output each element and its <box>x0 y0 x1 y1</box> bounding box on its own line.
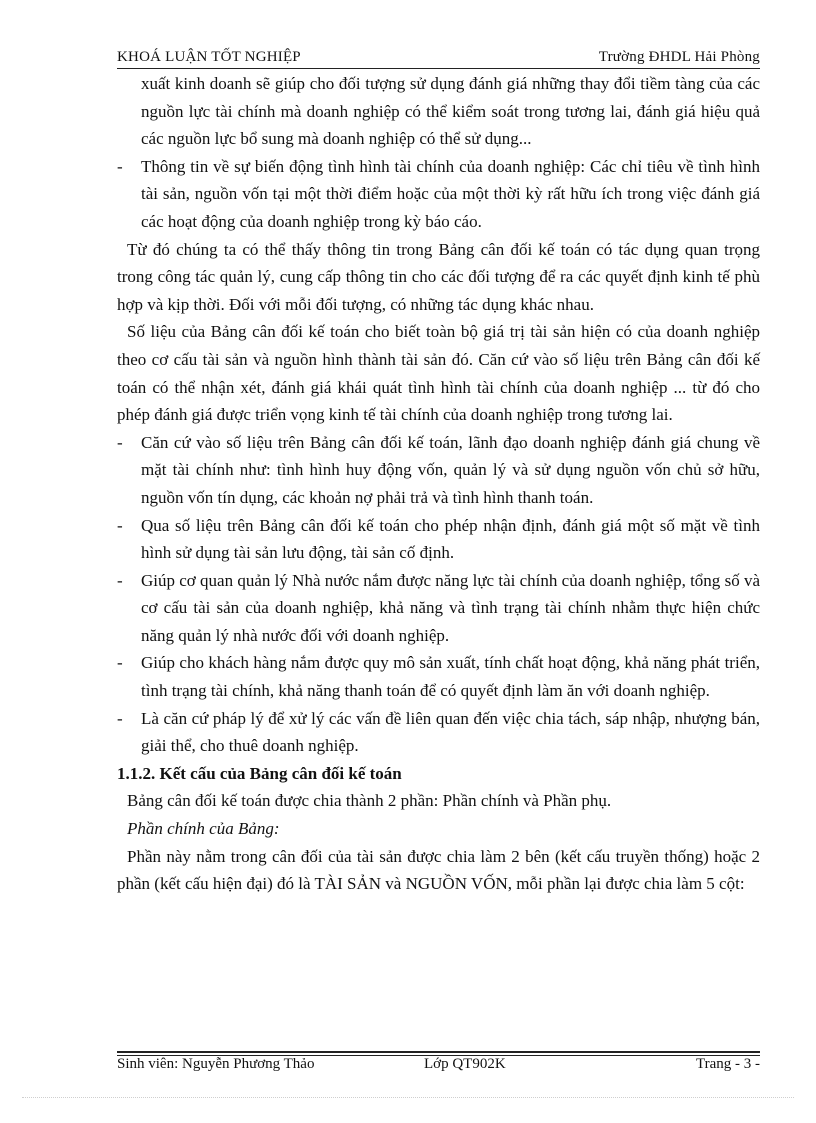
italic-subheading: Phần chính của Bảng: <box>127 819 280 839</box>
page-bottom-dotted-line <box>22 1097 794 1098</box>
section-heading: 1.1.2. Kết cấu của Bảng cân đối kế toán <box>117 763 402 783</box>
bullet-text: Là căn cứ pháp lý để xử lý các vấn đề liên quan đến việc chia tách, sáp nhập, nhượng bán, giải thể, cho thuê doanh nghiệp. <box>141 708 760 756</box>
bullet-text: Giúp cơ quan quản lý Nhà nước nắm được năng lực tài chính của doanh nghiệp, tổng số và cơ cấu tài sản của doanh nghiệp, khả năng và tình trạng tài chính nhằm thực hiện chức năng quản lý nhà nước đối với doanh nghiệp. <box>141 570 760 645</box>
bullet-item <box>117 153 760 236</box>
bullet-item <box>117 429 760 512</box>
footer-class: Lớp QT902K <box>424 1056 506 1072</box>
document-body <box>117 70 760 898</box>
bullet-text: Căn cứ vào số liệu trên Bảng cân đối kế toán, lãnh đạo doanh nghiệp đánh giá chung về mặt tài chính như: tình hình huy động vốn, quản lý và sử dụng nguồn vốn chủ sở hữu, nguồn vốn tín dụng, các khoản nợ phải trả và tình hình thanh toán. <box>141 432 760 507</box>
paragraph: Phần này nằm trong cân đối của tài sản được chia làm 2 bên (kết cấu truyền thống) hoặc 2 phần (kết cấu hiện đại) đó là TÀI SẢN và NGUỒN VỐN, mỗi phần lại được chia làm 5 cột: <box>117 846 760 894</box>
bullet-text: Qua số liệu trên Bảng cân đối kế toán cho phép nhận định, đánh giá một số mặt về tình hình sử dụng tài sản lưu động, tài sản cố định. <box>141 515 760 563</box>
bullet-dash: - <box>117 570 123 590</box>
header-rule <box>117 68 760 69</box>
bullet-dash: - <box>117 708 123 728</box>
bullet-text: Giúp cho khách hàng nắm được quy mô sản xuất, tính chất hoạt động, khả năng phát triển, tình trạng tài chính, khả năng thanh toán để có quyết định làm ăn với doanh nghiệp. <box>141 653 760 701</box>
continued-paragraph: xuất kinh doanh sẽ giúp cho đối tượng sử dụng đánh giá những thay đổi tiềm tàng của các nguồn lực tài chính mà doanh nghiệp có thể kiểm soát trong tương lai, đánh giá hiệu quả các nguồn lực bổ sung mà doanh nghiệp có thể sử dụng... <box>141 74 760 149</box>
paragraph: Từ đó chúng ta có thể thấy thông tin trong Bảng cân đối kế toán có tác dụng quan trọng trong công tác quản lý, cung cấp thông tin cho các đối tượng để ra các quyết định kinh tế phù hợp và kịp thời. Đối với mỗi đối tượng, có những tác dụng khác nhau. <box>117 239 760 314</box>
header-thesis-title: KHOÁ LUẬN TỐT NGHIỆP <box>117 49 301 65</box>
footer-student: Sinh viên: Nguyễn Phương Thảo <box>117 1056 315 1072</box>
bullet-dash: - <box>117 515 123 535</box>
header-university: Trường ĐHDL Hải Phòng <box>598 49 760 65</box>
footer-rule-thick <box>117 1051 760 1053</box>
bullet-dash: - <box>117 156 123 176</box>
bullet-dash: - <box>117 432 123 452</box>
paragraph: Số liệu của Bảng cân đối kế toán cho biết toàn bộ giá trị tài sản hiện có của doanh nghiệp theo cơ cấu tài sản và nguồn hình thành tài sản đó. Căn cứ vào số liệu trên Bảng cân đối kế toán có thể nhận xét, đánh giá khái quát tình hình tài chính của doanh nghiệp ... từ đó cho phép đánh giá được triển vọng kinh tế tài chính của doanh nghiệp trong tương lai. <box>117 322 760 425</box>
bullet-item <box>117 567 760 650</box>
footer-page-number: Trang - 3 - <box>695 1056 760 1072</box>
bullet-item <box>117 649 760 704</box>
bullet-item <box>117 705 760 760</box>
bullet-text: Thông tin về sự biến động tình hình tài chính của doanh nghiệp: Các chỉ tiêu về tình hình tài sản, nguồn vốn tại một thời điểm hoặc của một thời kỳ rất hữu ích trong việc đánh giá các hoạt động của doanh nghiệp trong kỳ báo cáo. <box>141 156 760 231</box>
paragraph: Bảng cân đối kế toán được chia thành 2 phần: Phần chính và Phần phụ. <box>127 791 612 811</box>
bullet-item <box>117 512 760 567</box>
page-footer <box>117 1056 760 1078</box>
bullet-dash: - <box>117 653 123 673</box>
